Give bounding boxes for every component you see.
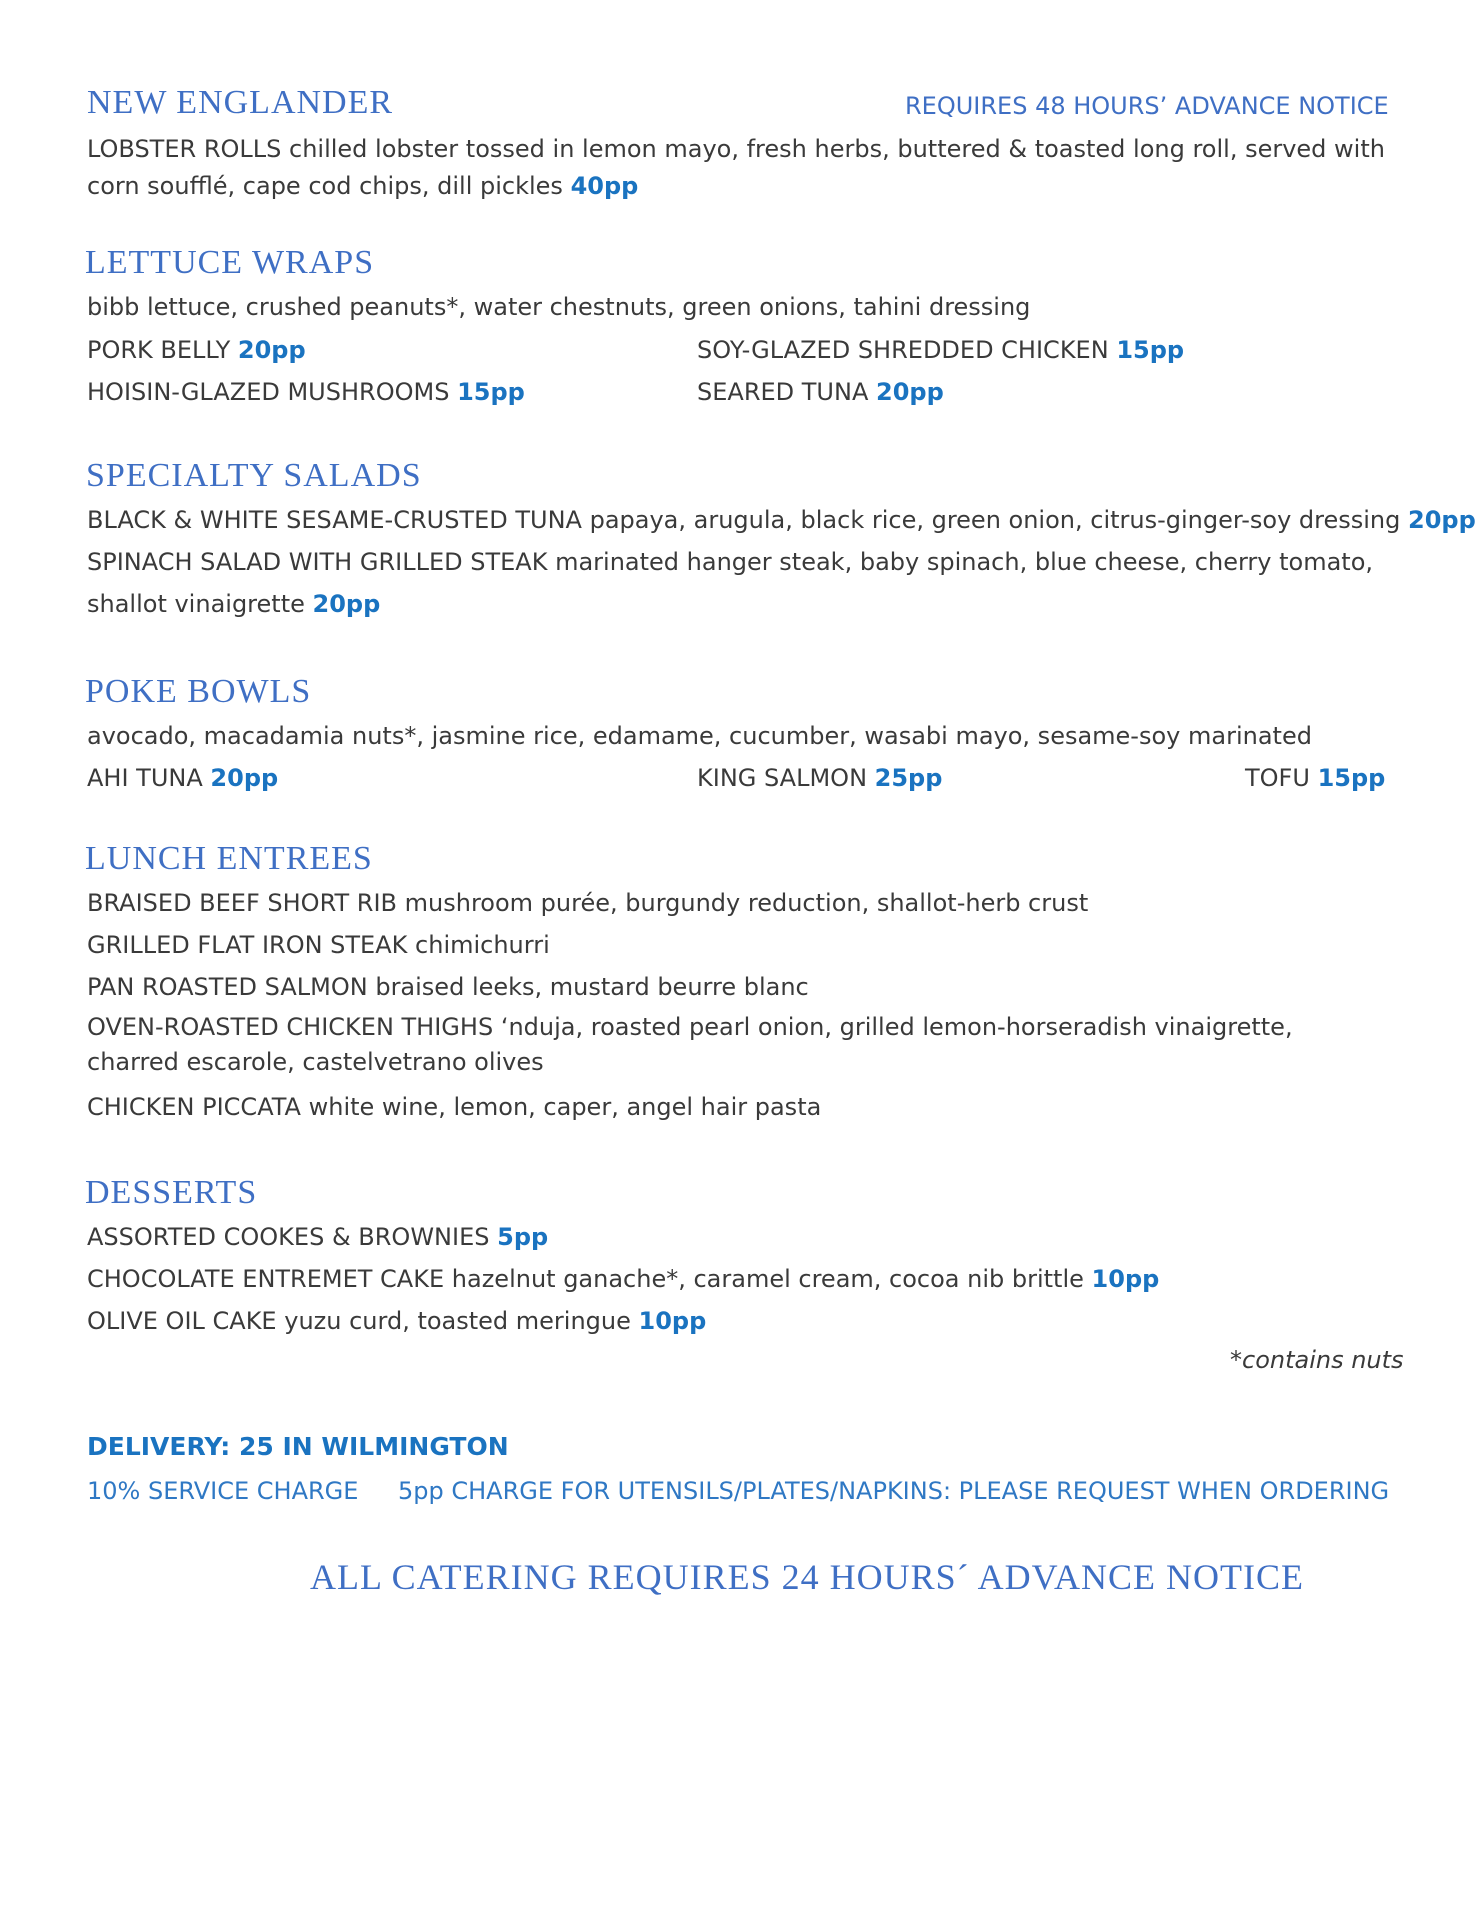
- section-heading-lettuce-wraps: LETTUCE WRAPS: [85, 244, 375, 281]
- delivery-info: DELIVERY: 25 IN WILMINGTON: [87, 1432, 509, 1461]
- item-desc: yuzu curd, toasted meringue: [284, 1307, 631, 1335]
- option-name: SEARED TUNA: [697, 378, 869, 406]
- item-desc: ‘nduja, roasted pearl onion, grilled lemon-horseradish vinaigrette, charred escarole, castelvetrano olives: [87, 1013, 1293, 1076]
- section-heading-specialty-salads: SPECIALTY SALADS: [86, 457, 422, 494]
- item-price: 40pp: [570, 172, 639, 200]
- item-desc: mushroom purée, burgundy reduction, shallot-herb crust: [404, 889, 1089, 917]
- lettuce-wraps-desc: bibb lettuce, crushed peanuts*, water chestnuts, green onions, tahini dressing: [87, 293, 1031, 321]
- item-name: OLIVE OIL CAKE: [87, 1307, 277, 1335]
- service-charge-info: 10% SERVICE CHARGE: [87, 1477, 359, 1505]
- item-desc: white wine, lemon, caper, angel hair pasta: [308, 1093, 822, 1121]
- poke-bowls-desc: avocado, macadamia nuts*, jasmine rice, edamame, cucumber, wasabi mayo, sesame-soy marinated: [87, 722, 1312, 750]
- section-heading-new-englander: NEW ENGLANDER: [87, 84, 394, 121]
- option-price: 20pp: [237, 336, 306, 364]
- item-desc: hazelnut ganache*, caramel cream, cocoa nib brittle: [451, 1265, 1084, 1293]
- option-name: PORK BELLY: [87, 336, 231, 364]
- item-name: CHICKEN PICCATA: [87, 1093, 301, 1121]
- utensils-charge-info: 5pp CHARGE FOR UTENSILS/PLATES/NAPKINS: PLEASE REQUEST WHEN ORDERING: [398, 1477, 1390, 1505]
- item-name: BLACK & WHITE SESAME-CRUSTED TUNA: [87, 506, 582, 534]
- item-desc: marinated hanger steak, baby spinach, blue cheese, cherry tomato,: [555, 548, 1374, 576]
- item-price: 10pp: [1091, 1265, 1160, 1293]
- option-tofu: [1245, 760, 1385, 797]
- option-price: 20pp: [210, 764, 279, 792]
- option-price: 15pp: [1317, 764, 1386, 792]
- item-price: 10pp: [638, 1307, 707, 1335]
- item-desc-cont: shallot vinaigrette: [87, 590, 305, 618]
- salad-sesame-tuna: [87, 502, 1476, 539]
- entree-flat-iron: [87, 927, 550, 964]
- section-heading-desserts: DESSERTS: [85, 1174, 258, 1211]
- advance-notice-48h: REQUIRES 48 HOURS’ ADVANCE NOTICE: [905, 92, 1389, 120]
- catering-notice-footer: ALL CATERING REQUIRES 24 HOURS´ ADVANCE NOTICE: [310, 1557, 1305, 1597]
- item-name: PAN ROASTED SALMON: [87, 973, 368, 1001]
- item-name: SPINACH SALAD WITH GRILLED STEAK: [87, 548, 548, 576]
- option-price: 15pp: [457, 378, 525, 406]
- option-price: 20pp: [876, 378, 944, 406]
- salad-spinach-steak-cont: [87, 586, 380, 623]
- option-name: SOY-GLAZED SHREDDED CHICKEN: [697, 336, 1109, 364]
- entree-chicken-thighs: [87, 1010, 1377, 1080]
- item-name: BRAISED BEEF SHORT RIB: [87, 889, 398, 917]
- item-name: CHOCOLATE ENTREMET CAKE: [87, 1265, 445, 1293]
- entree-short-rib: [87, 885, 1088, 922]
- entree-salmon: [87, 969, 809, 1006]
- option-seared-tuna: [697, 374, 944, 411]
- option-price: 25pp: [874, 764, 943, 792]
- item-price: 5pp: [497, 1223, 549, 1251]
- option-name: AHI TUNA: [87, 764, 203, 792]
- item-price: 20pp: [1408, 506, 1476, 534]
- item-desc: chilled lobster tossed in lemon mayo, fresh herbs, buttered & toasted long roll, served with corn soufflé, cape cod chips, dill pickles: [87, 135, 1385, 200]
- entree-chicken-piccata: [87, 1089, 821, 1126]
- item-desc: chimichurri: [415, 931, 550, 959]
- dessert-entremet-cake: [87, 1261, 1159, 1298]
- option-ahi-tuna: [87, 760, 278, 797]
- option-name: KING SALMON: [697, 764, 868, 792]
- section-heading-poke-bowls: POKE BOWLS: [85, 673, 312, 710]
- option-king-salmon: [697, 760, 942, 797]
- dessert-olive-oil-cake: [87, 1303, 706, 1340]
- section-heading-lunch-entrees: LUNCH ENTREES: [85, 840, 373, 877]
- option-pork-belly: [87, 332, 306, 369]
- item-price: 20pp: [312, 590, 381, 618]
- option-name: TOFU: [1245, 764, 1310, 792]
- item-name: LOBSTER ROLLS: [87, 135, 282, 163]
- item-desc: papaya, arugula, black rice, green onion, citrus-ginger-soy dressing: [589, 506, 1401, 534]
- salad-spinach-steak: [87, 544, 1373, 581]
- option-price: 15pp: [1116, 336, 1185, 364]
- item-name: GRILLED FLAT IRON STEAK: [87, 931, 408, 959]
- contains-nuts-note: *contains nuts: [1230, 1346, 1404, 1374]
- option-name: HOISIN-GLAZED MUSHROOMS: [87, 378, 450, 406]
- lobster-rolls-item: [87, 131, 1407, 205]
- item-name: ASSORTED COOKES & BROWNIES: [87, 1223, 490, 1251]
- option-soy-glazed-chicken: [697, 332, 1184, 369]
- item-name: OVEN-ROASTED CHICKEN THIGHS: [87, 1013, 494, 1041]
- item-desc: braised leeks, mustard beurre blanc: [375, 973, 809, 1001]
- dessert-cookies-brownies: [87, 1219, 548, 1256]
- option-hoisin-mushrooms: [87, 374, 525, 411]
